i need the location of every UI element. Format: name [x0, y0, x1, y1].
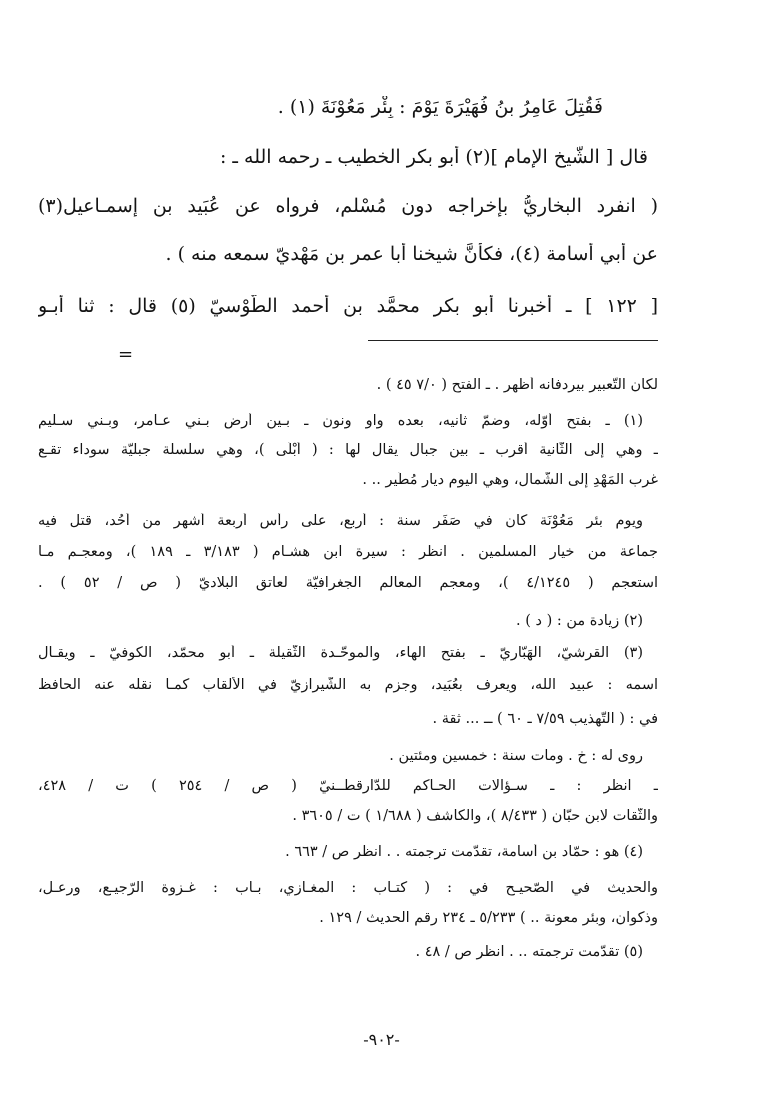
main-line-1: فَقُتِلَ عَامِرُ بنُ فُهَيْرَةَ يَوْمَ : بِئْرِ مَعُوْنَةَ (١) . [277, 96, 603, 118]
footnote-line-4: غرب المَهْدِ إلى الشّمال، وهي اليوم ديار مُطَير .. . [362, 472, 658, 488]
footnote-separator-rule [368, 340, 658, 341]
footnote-line-2: (١) ـ بفتح أوّله، وضمّ ثانيه، بعده واو ونون ـ بـين أرض بـني عـامر، وبـني سـليم [38, 413, 643, 429]
footnote-line-11: في : ( التّهذيب ٧/٥٩ ـ ٦٠ ) ــ ... ثقة . [432, 711, 658, 727]
main-line-4: عن أبي أُسامة (٤)، فكأَنَّ شيخنا أبا عمر بن مَهْديّ سمعه منه ) . [165, 243, 658, 265]
continuation-mark: = [118, 344, 134, 365]
footnote-line-9: (٣) القرشيّ، الهَبّاريّ ـ بفتح الهاء، والموحّـدة الثّقيلة ـ أبو محمّد، الكوفيّ ـ ويقـال [38, 645, 643, 661]
main-line-5: [ ١٢٢ ] ـ أخبرنا أبو بكر محمَّد بن أحمد الطُّوْسيّ (٥) قال : ثنا أبـو [38, 295, 658, 317]
footnote-line-3: ـ وهي إلى الثّانية أقرب ـ بين جبال يقال لها : ( أُبْلَى )، وهي سلسلة جبليّة سوداء تقـع [38, 442, 658, 458]
footnote-line-8: (٢) زيادة من : ( د ) . [516, 613, 643, 629]
footnote-line-17: وذكوان، وبئر معونة .. ) ٥/٢٣٣ ـ ٢٣٤ رقم الحديث / ١٢٩ . [319, 910, 658, 926]
page-number: -٩٠٢- [363, 1030, 400, 1049]
main-line-2: قال [ الشَّيخ الإمام ](٢) أبو بكر الخطيب ـ رحمه الله ـ : [219, 146, 648, 168]
footnote-line-15: (٤) هو : حمّاد بن أسامة، تقدّمت ترجمته . . انظر ص / ٦٦٣ . [285, 844, 643, 860]
footnote-line-18: (٥) تقدّمت ترجمته .. . انظر ص / ٤٨ . [415, 944, 643, 960]
footnote-line-12: روى له : خ . ومات سنة : خمسين ومئتين . [389, 748, 643, 764]
footnote-line-16: والحديث في الصّحيـح في : ( كتـاب : المغـازي، بـاب : غـزوة الرّجيـع، ورعـل، [38, 880, 658, 896]
footnote-line-14: والثّقات لابن حبّان ( ٨/٤٣٣ )، والكاشف ( ١/٦٨٨ ) ت / ٣٦٠٥ . [292, 808, 658, 824]
footnote-line-7: استعجم ( ٤/١٢٤٥ )، ومعجم المعالم الجغرافيّة لعاتق البلاديّ ( ص / ٥٢ ) . [38, 575, 658, 591]
footnote-line-5: ويوم بئر مَعُوْنَة كان في صَفَر سنة : أربع، على رأس أربعة أشهر من أُحُد، قتل فيه [38, 513, 643, 529]
footnote-line-10: اسمه : عبيد الله، ويعرف بعُبَيد، وجزم به الشّيرازيّ في الألقاب كمـا نقله عنه الحافظ [38, 677, 658, 693]
footnote-line-6: جماعة من خيار المسلمين . انظر : سيرة ابن هشـام ( ٣/١٨٣ ـ ١٨٩ )، ومعجـم مـا [38, 544, 658, 560]
footnote-line-1: لكان التّعبير بيردفانه أظهر . ـ الفتح ( ٧/٠ ٤٥ ) . [376, 377, 658, 393]
footnote-line-13: ـ انظر : ـ سـؤالات الحـاكم للدّارقطــنيّ ( ص / ٢٥٤ ) ت / ٤٢٨، [38, 778, 658, 794]
main-line-3: ( انفرد البخاريُّ بإخراجه دون مُسْلم، فرواه عن عُبَيد بن إسمـاعيل(٣) [38, 195, 658, 217]
